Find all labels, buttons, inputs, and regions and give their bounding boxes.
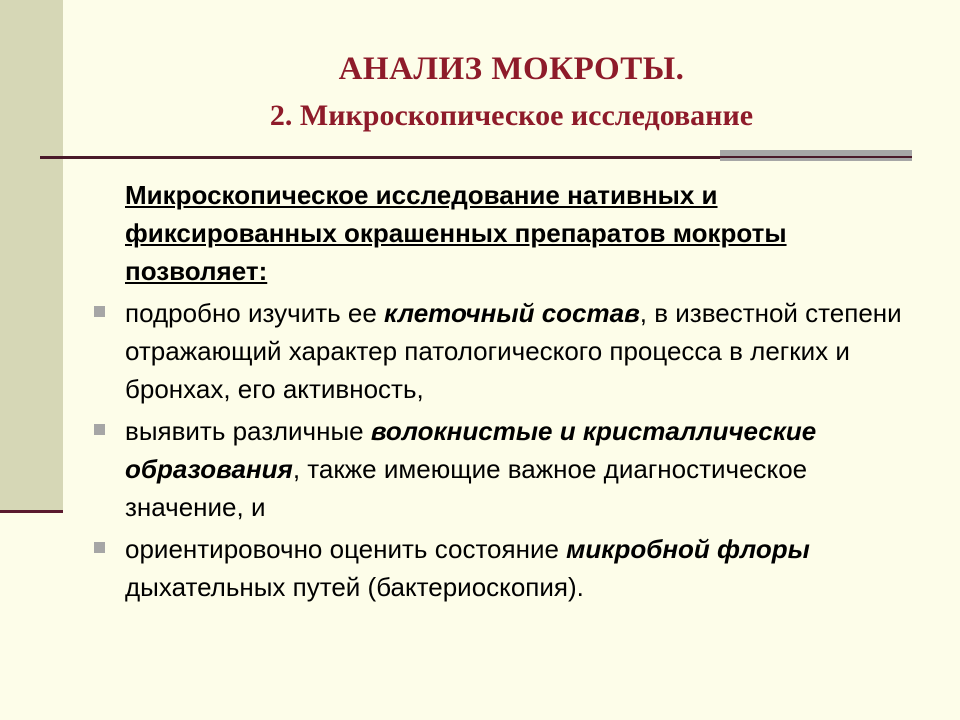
bullet-text-before: ориентировочно оценить состояние	[125, 534, 567, 564]
bullet-emphasis: клеточный состав	[384, 298, 640, 328]
bullet-text-before: подробно изучить ее	[125, 298, 385, 328]
bullet-text-after: , в известной степени отражающий характер патологического процесса в легких и бронхах, его активность,	[125, 298, 902, 404]
bullet-text-after: дыхательных путей (бактериоскопия).	[125, 572, 584, 602]
slide-title-block	[63, 46, 960, 136]
intro-text: Микроскопическое исследование нативных и фиксированных окрашенных препаратов мокроты позволяет:	[125, 180, 787, 286]
bullet-text-before: выявить различные	[125, 416, 371, 446]
slide-subtitle: 2. Микроскопическое исследование	[269, 99, 754, 132]
left-decorative-band	[0, 0, 63, 513]
bullet-emphasis: волокнистые и кристаллические образования	[125, 416, 817, 484]
list-item	[125, 294, 925, 408]
square-bullet-icon	[94, 424, 105, 435]
slide-body	[125, 176, 925, 610]
left-band-underline	[0, 510, 63, 513]
slide-title: АНАЛИЗ МОКРОТЫ.	[338, 51, 685, 87]
bullet-emphasis: микробной флоры	[566, 534, 810, 564]
bullet-text-after: , также имеющие важное диагностическое значение, и	[125, 454, 808, 522]
square-bullet-icon	[94, 306, 105, 317]
list-item	[125, 412, 925, 526]
title-divider-line-right	[720, 156, 912, 158]
list-item	[125, 530, 925, 606]
title-divider-line	[40, 156, 720, 159]
bullet-list	[125, 294, 925, 606]
square-bullet-icon	[94, 542, 105, 553]
